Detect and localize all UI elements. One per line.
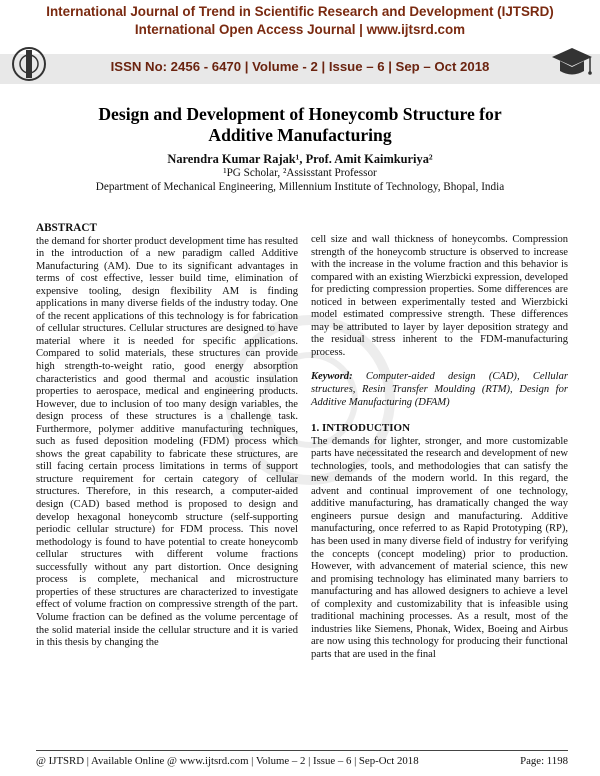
- abstract-heading: ABSTRACT: [36, 222, 97, 234]
- abstract-text-right: cell size and wall thickness of honeycombs. Compression strength of the honeycomb structure is observed to increase with the increase in the volume fraction and this behavior is compared with an existing Wierzbicki expression, developed for predicting compression properties. Some differences are noticed in between experimentally tested and Wierzbicki model estimated compressive strength. These differences may be attributed to layer by layer deposition strategy and the residual stress inherent to the FDM-manufacturing process.: [311, 234, 568, 358]
- keywords-text: Computer-aided design (CAD), Cellular structures, Resin Transfer Moulding (RTM), Design for Additive Manufacturing (DFAM): [311, 371, 568, 408]
- page-number: Page: 1198: [520, 755, 568, 767]
- right-column: [311, 234, 568, 662]
- journal-logo-icon: [8, 46, 50, 82]
- footer-info: @ IJTSRD | Available Online @ www.ijtsrd.com | Volume – 2 | Issue – 6 | Sep-Oct 2018: [36, 755, 419, 767]
- title-line-2: Additive Manufacturing: [208, 125, 392, 145]
- page-footer: [36, 755, 568, 767]
- journal-name: International Journal of Trend in Scientific Research and Development (IJTSRD): [46, 4, 554, 19]
- footer-divider: [36, 750, 568, 751]
- issn-line: ISSN No: 2456 - 6470 | Volume - 2 | Issue – 6 | Sep – Oct 2018: [110, 59, 490, 74]
- keywords-label: Keyword:: [311, 371, 353, 383]
- title-line-1: Design and Development of Honeycomb Structure for: [98, 104, 502, 124]
- authors: Narendra Kumar Rajak¹, Prof. Amit Kaimkuriya²: [167, 152, 433, 166]
- author-roles: ¹PG Scholar, ²Assisstant Professor: [223, 167, 377, 179]
- journal-header: [0, 0, 600, 86]
- journal-access-line: International Open Access Journal | www.ijtsrd.com: [134, 22, 466, 37]
- keywords: [311, 371, 568, 409]
- introduction-heading: 1. INTRODUCTION: [311, 422, 411, 435]
- graduation-cap-icon: [550, 44, 594, 82]
- introduction-text: The demands for lighter, stronger, and more customizable parts have necessitated the research and development of new technologies, tools, and methodologies that can satisfy the new demands of the modern world. In this regard, the advent and continual improvement of one technology, additive manufacturing, has dramatically changed the way engineers pursue design and manufacturing. Additive manufacturing, once referred to as Rapid Prototyping (RP), has been used in many diverse field of industry for verifying the concepts (concept modeling) prior to production. However, with advancement of material science, this new and promising technology has eliminated many barriers to manufacturing and has allowed designers to achieve a level of complexity and customizability that is infeasible using traditional machining processes. As a result, most of the industries like Siemens, Phonak, Widex, Boeing and Airbus are now using this technology for producing their functional parts that are used in the final: [311, 435, 568, 660]
- paper-title: [0, 104, 600, 146]
- left-column: [36, 222, 298, 650]
- author-affiliation: Department of Mechanical Engineering, Millennium Institute of Technology, Bhopal, India: [95, 181, 505, 193]
- abstract-text-left: the demand for shorter product development time has resulted in the introduction of a new paradigm called Additive Manufacturing (AM). Due to its significant advantages in terms of cost effective, lesser build time, elimination of expensive tooling, design flexibility AM is finding applications in many diverse fields of the industry today. One of the recent applications of this technology is for fabrication of cellular structures. Cellular structures are designed to have material where it is needed for specific applications. Compared to solid materials, these structures can provide high strength-to-weight ratio, good energy absorption characteristics and good thermal and acoustic insulation properties to aerospace, medical and engineering products. However, due to inclusion of too many design variables, the design process of these structures is a challenge task. Furthermore, polymer additive manufacturing techniques, such as fused deposition modeling (FDM) process which shows the great capability to fabricate these structures, are still facing certain process limitations in terms of support structure requirement for certain category of cellular structures. Therefore, in this research, a computer-aided design (CAD) based method is proposed to design and develop hexagonal honeycomb structure (self-supporting periodic cellular structure) for FDM process. This novel methodology is found to have potential to create honeycomb cellular structures with different volume fractions successfully without any part distortion. Once designing process is complete, mechanical and microstructure properties of these structures are characterized to investigate effect of volume fraction on compressive strength of the part. Volume fraction can be defined as the volume percentage of the solid material inside the cellular structure and it is varied in this thesis by changing the: [36, 235, 298, 649]
